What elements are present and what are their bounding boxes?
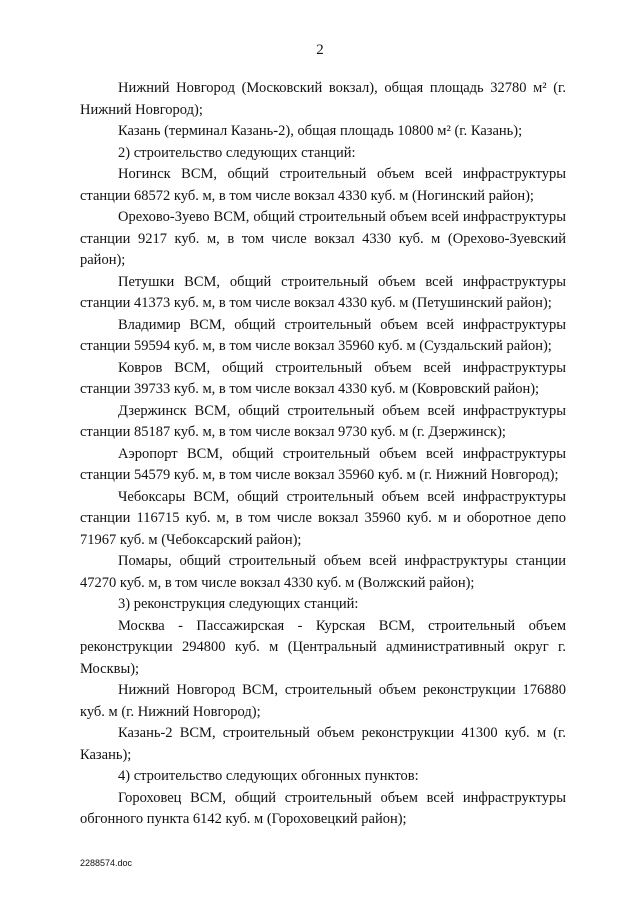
paragraph: Нижний Новгород (Московский вокзал), общая площадь 32780 м² (г. Нижний Новгород); [80,80,566,118]
section-heading: 2) строительство следующих станций: [118,144,356,161]
page-number: 2 [316,42,324,58]
section-heading: 4) строительство следующих обгонных пунктов: [118,768,419,784]
paragraph: Аэропорт ВСМ, общий строительный объем всей инфраструктуры станции 54579 куб. м, в том числе вокзал 35960 куб. м (г. Нижний Новгород); [80,445,566,483]
paragraph: Владимир ВСМ, общий строительный объем всей инфраструктуры станции 59594 куб. м, в том числе вокзал 35960 куб. м (Суздальский район); [80,316,566,354]
paragraph: Чебоксары ВСМ, общий строительный объем всей инфраструктуры станции 116715 куб. м, в том числе вокзал 35960 куб. м и оборотное депо 71967 куб. м (Чебоксарский район); [80,488,566,548]
paragraph: Казань-2 ВСМ, строительный объем реконструкции 41300 куб. м (г. Казань); [80,725,566,763]
paragraph: Казань (терминал Казань-2), общая площадь 10800 м² (г. Казань); [118,123,523,139]
paragraph: Орехово-Зуево ВСМ, общий строительный объем всей инфраструктуры станции 9217 куб. м, в том числе вокзал 4330 куб. м (Орехово-Зуевский район); [80,209,566,268]
section-heading: 3) реконструкция следующих станций: [118,596,359,612]
paragraph: Ногинск ВСМ, общий строительный объем всей инфраструктуры станции 68572 куб. м, в том числе вокзал 4330 куб. м (Ногинский район); [80,166,566,204]
paragraph: Москва - Пассажирская - Курская ВСМ, строительный объем реконструкции 294800 куб. м (Центральный административный округ г. Москвы); [80,617,566,677]
paragraph: Помары, общий строительный объем всей инфраструктуры станции 47270 куб. м, в том числе вокзал 4330 куб. м (Волжский район); [80,553,566,591]
paragraph: Дзержинск ВСМ, общий строительный объем всей инфраструктуры станции 85187 куб. м, в том числе вокзал 9730 куб. м (г. Дзержинск); [80,402,566,440]
paragraph: Петушки ВСМ, общий строительный объем всей инфраструктуры станции 41373 куб. м, в том числе вокзал 4330 куб. м (Петушинский район); [80,273,566,311]
paragraph: Нижний Новгород ВСМ, строительный объем реконструкции 176880 куб. м (г. Нижний Новгород); [80,682,566,720]
document-filename: 2288574.doc [80,858,133,868]
document-body [80,78,566,831]
paragraph: Ковров ВСМ, общий строительный объем всей инфраструктуры станции 39733 куб. м, в том числе вокзал 4330 куб. м (Ковровский район); [80,359,566,397]
paragraph: Гороховец ВСМ, общий строительный объем всей инфраструктуры обгонного пункта 6142 куб. м (Гороховецкий район); [80,789,566,827]
